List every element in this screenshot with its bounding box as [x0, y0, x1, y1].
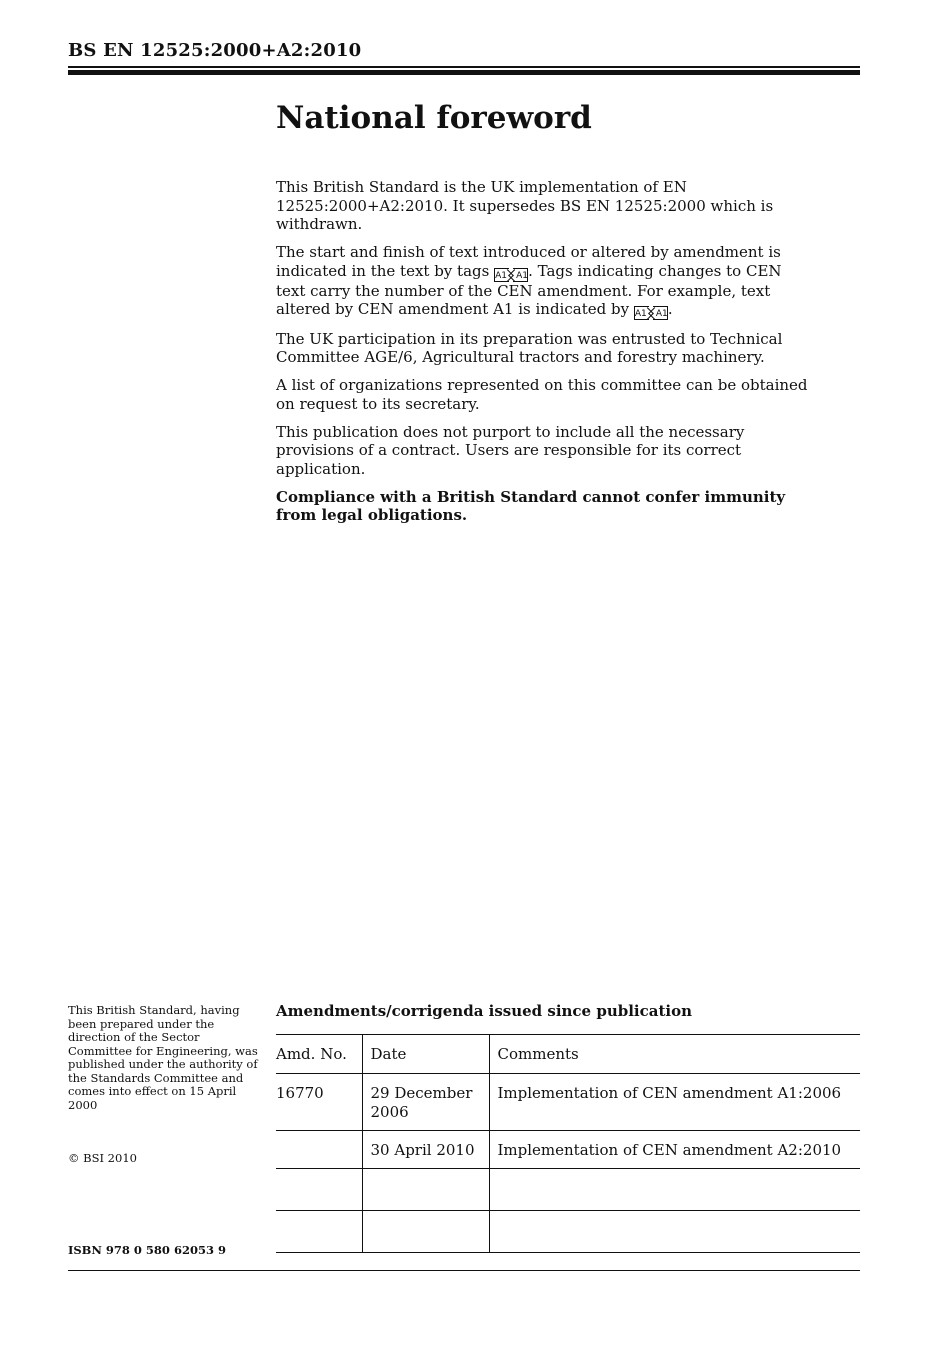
table-cell-amd-no: [276, 1169, 362, 1211]
footer-rule: [68, 1270, 860, 1271]
table-cell-amd-no: [276, 1211, 362, 1253]
table-cell-comments: Implementation of CEN amendment A1:2006: [489, 1074, 860, 1131]
foreword-paragraph-2-start: The start and finish of text introduced or altered by amendment is indicated in the text by tags: [276, 243, 781, 280]
foreword-paragraph-5: This publication does not purport to include all the necessary provisions of a contract. Users are responsible for its correct application.: [276, 422, 745, 478]
foreword-paragraph-2: [276, 243, 811, 320]
page-title: National foreword: [276, 100, 592, 136]
table-row: [276, 1074, 860, 1131]
table-cell-date: 29 December 2006: [362, 1074, 489, 1131]
table-cell-date: 30 April 2010: [362, 1131, 489, 1169]
table-cell-comments: [489, 1211, 860, 1253]
header-rule-thick: [68, 70, 860, 75]
table-row: [276, 1131, 860, 1169]
table-cell-date: [362, 1211, 489, 1253]
table-cell-amd-no: [276, 1131, 362, 1169]
foreword-body: [276, 178, 811, 534]
document-header-standard-number: BS EN 12525:2000+A2:2010: [68, 40, 362, 61]
column-header-amd-no: Amd. No.: [276, 1035, 362, 1074]
table-row: [276, 1169, 860, 1211]
foreword-paragraph-1: This British Standard is the UK implementation of EN 12525:2000+A2:2010. It supersedes BS EN 12525:2000 which is withdrawn.: [276, 178, 774, 233]
table-header-row: [276, 1035, 860, 1074]
compliance-statement: Compliance with a British Standard cannot confer immunity from legal obligations.: [276, 487, 786, 524]
foreword-paragraph-4: A list of organizations represented on this committee can be obtained on request to its secretary.: [276, 376, 808, 413]
table-cell-date: [362, 1169, 489, 1211]
amendment-end-tag-icon: A1: [653, 306, 668, 320]
amendments-table-title: Amendments/corrigenda issued since publication: [276, 1002, 692, 1020]
header-rule-thin: [68, 66, 860, 68]
amendments-table: [276, 1034, 860, 1253]
table-cell-amd-no: 16770: [276, 1074, 362, 1131]
table-cell-comments: Implementation of CEN amendment A2:2010: [489, 1131, 860, 1169]
isbn-number: ISBN 978 0 580 62053 9: [68, 1243, 226, 1257]
table-row: [276, 1211, 860, 1253]
foreword-paragraph-2-middle: . Tags indicating changes to CEN text carry the number of the CEN amendment. For example, text altered by CEN amendment A1 is indicated by: [276, 261, 782, 318]
column-header-comments: Comments: [489, 1035, 860, 1074]
foreword-paragraph-2-end: .: [667, 300, 673, 318]
publication-note: This British Standard, having been prepared under the direction of the Sector Committee for Engineering, was published under the authority of the Standards Committee and comes into effect on 15 April 2000: [68, 1003, 258, 1112]
amendment-start-tag-icon: A1: [494, 268, 509, 282]
foreword-paragraph-3: The UK participation in its preparation was entrusted to Technical Committee AGE/6, Agricultural tractors and forestry machinery.: [276, 329, 783, 366]
amendment-start-tag-icon: A1: [634, 306, 649, 320]
table-cell-comments: [489, 1169, 860, 1211]
amendment-end-tag-icon: A1: [513, 268, 528, 282]
copyright-notice: © BSI 2010: [68, 1151, 137, 1165]
column-header-date: Date: [362, 1035, 489, 1074]
